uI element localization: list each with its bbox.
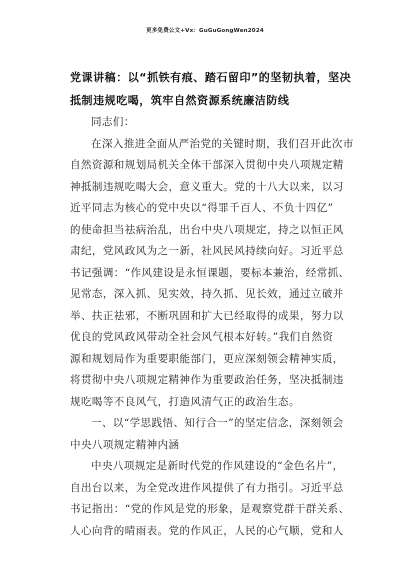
title-line: 党课讲稿：以“抓铁有痕、踏石留印”的坚韧执着，坚决	[70, 71, 352, 84]
body-line: 人心向背的晴雨表。党的作风正，人民的心气顺，党和人	[70, 524, 344, 537]
body-line: 书记强调：“作风建设是永恒课题，要标本兼治，经常抓、	[70, 266, 350, 279]
salutation: 同志们：	[91, 116, 135, 128]
body-line: 神抵制违规吃喝大会，意义重大。党的十八大以来，以习	[70, 180, 344, 193]
body-line: 自然资源和规划局机关全体干部深入贯彻中央八项规定精	[70, 159, 344, 171]
body-line: 将贯彻中央八项规定精神作为重要政治任务，坚决抵制违	[70, 374, 344, 386]
body-line: 肃纪，党风政风为之一新，社风民风持续向好。习近平总	[70, 245, 344, 257]
body-line: 源和规划局作为重要职能部门，更应深刻领会精神实质，	[70, 352, 344, 365]
body-line: 在深入推进全面从严治党的关键时期，我们召开此次市	[91, 137, 354, 150]
body-line: 规吃喝等不良风气，打造风清气正的政治生态。	[70, 395, 300, 408]
title-line: 抵制违规吃喝，筑牢自然资源系统廉洁防线	[70, 94, 290, 107]
body-line: 举、扶正祛邪，不断巩固和扩大已经取得的成果，努力以	[70, 309, 344, 322]
body-line: 书记指出：“党的作风是党的形象，是观察党群干群关系、	[70, 503, 350, 515]
document-title	[70, 66, 360, 112]
body-line: 见常态，深入抓、见实效，持久抓、见长效，通过立破并	[70, 288, 344, 300]
body-line: 近平同志为核心的党中央以“得罪千百人、不负十四亿”	[70, 202, 334, 214]
section-heading: 中央八项规定精神内涵	[70, 438, 180, 451]
section-heading: 一、以“学思践悟、知行合一”的坚定信念，深刻领会	[91, 417, 344, 429]
body-line: 中央八项规定是新时代党的作风建设的“金色名片”，	[91, 460, 344, 472]
document-body	[70, 112, 360, 542]
body-line: 的使命担当祛病治乱，出台中央八项规定，持之以恒正风	[70, 223, 344, 236]
header-note: 更多免费公文+Vx：GuGuGongWen2024	[146, 28, 264, 34]
body-line: 优良的党风政风带动全社会风气根本好转。”我们自然资	[70, 331, 334, 343]
body-line: 自出台以来，为全党改进作风提供了有力指引。习近平总	[70, 481, 344, 494]
